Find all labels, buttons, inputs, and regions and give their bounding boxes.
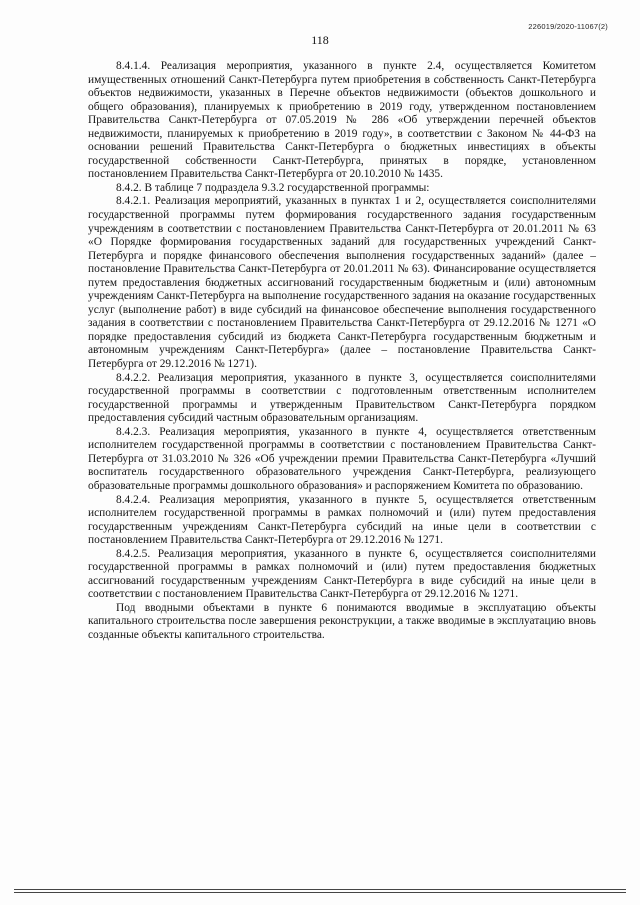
paragraph-8-4-1-4: 8.4.1.4. Реализация мероприятия, указанного в пункте 2.4, осуществляется Комитетом имущественных отношений Санкт-Петербурга путем приобретения в собственность Санкт-Петербурга объектов недвижимости, указанных в Перечне объектов недвижимости (объектов дошкольного и общего образования), планируемых к приобретению в 2019 году, утвержденном постановлением Правительства Санкт-Петербурга от 07.05.2019 № 286 «Об утверждении перечней объектов недвижимости, планируемых к приобретению в 2019 году», в соответствии с Законом № 44-ФЗ на основании решений Правительства Санкт-Петербурга о бюджетных инвестициях в объекты государственной собственности Санкт-Петербурга, принятых в порядке, установленном постановлением Правительства Санкт-Петербурга от 20.10.2010 № 1435.: [88, 60, 596, 181]
paragraph-8-4-2-2: 8.4.2.2. Реализация мероприятия, указанного в пункте 3, осуществляется соисполнителями государственной программы в соответствии с подготовленным ответственным исполнителем государственной программы и утвержденным Правительством Санкт-Петербурга порядком предоставления субсидий частным образовательным организациям.: [88, 371, 596, 425]
paragraph-8-4-2-1: 8.4.2.1. Реализация мероприятий, указанных в пунктах 1 и 2, осуществляется соисполнителями государственной программы путем формирования государственного задания государственным учреждениям в соответствии с постановлением Правительства Санкт-Петербурга от 20.01.2011 № 63 «О Порядке формирования государственных заданий для государственных учреждений Санкт-Петербурга и порядке финансового обеспечения выполнения государственных заданий» (далее – постановление Правительства Санкт-Петербурга от 20.01.2011 № 63). Финансирование осуществляется путем предоставления бюджетных ассигнований государственным бюджетным и (или) автономным учреждениям Санкт-Петербурга на выполнение государственного задания на оказание государственных услуг (выполнение работ) в виде субсидий на финансовое обеспечение выполнения государственного задания в соответствии с постановлением Правительства Санкт-Петербурга от 29.12.2016 № 1271 «О порядке предоставления субсидий из бюджета Санкт-Петербурга государственным бюджетным и автономным учреждениям Санкт-Петербурга» (далее – постановление Правительства Санкт-Петербурга от 29.12.2016 № 1271).: [88, 195, 596, 371]
document-id: 226019/2020-11067(2): [528, 22, 608, 31]
paragraph-8-4-2-5: 8.4.2.5. Реализация мероприятия, указанного в пункте 6, осуществляется соисполнителями государственной программы в рамках полномочий и (или) путем предоставления бюджетных ассигнований государственным учреждениям Санкт-Петербурга в виде субсидий на иные цели в соответствии с постановлением Правительства Санкт-Петербурга от 29.12.2016 № 1271.: [88, 547, 596, 601]
paragraph-8-4-2-3: 8.4.2.3. Реализация мероприятия, указанного в пункте 4, осуществляется ответственным исполнителем государственной программы в соответствии с постановлением Правительства Санкт-Петербурга от 31.03.2010 № 326 «Об учреждении премии Правительства Санкт-Петербурга «Лучший воспитатель государственного образовательного учреждения Санкт-Петербурга, реализующего образовательные программы дошкольного образования» и распоряжением Комитета по образованию.: [88, 425, 596, 492]
bottom-divider-secondary: [14, 892, 626, 893]
paragraph-8-4-2-4: 8.4.2.4. Реализация мероприятия, указанного в пункте 5, осуществляется ответственным исполнителем государственной программы в рамках полномочий и (или) путем предоставления государственным учреждениям Санкт-Петербурга субсидий на иные цели в соответствии с постановлением Правительства Санкт-Петербурга от 29.12.2016 № 1271.: [88, 493, 596, 547]
document-body: [88, 60, 596, 643]
paragraph-8-4-2: 8.4.2. В таблице 7 подраздела 9.3.2 государственной программы:: [116, 181, 430, 194]
paragraph-input-objects-note: Под вводными объектами в пункте 6 понимаются вводимые в эксплуатацию объекты капитального строительства после завершения реконструкции, а также вводимые в эксплуатацию вновь созданные объекты капитального строительства.: [88, 601, 596, 641]
bottom-divider: [14, 889, 626, 890]
page-number: 118: [311, 33, 329, 47]
